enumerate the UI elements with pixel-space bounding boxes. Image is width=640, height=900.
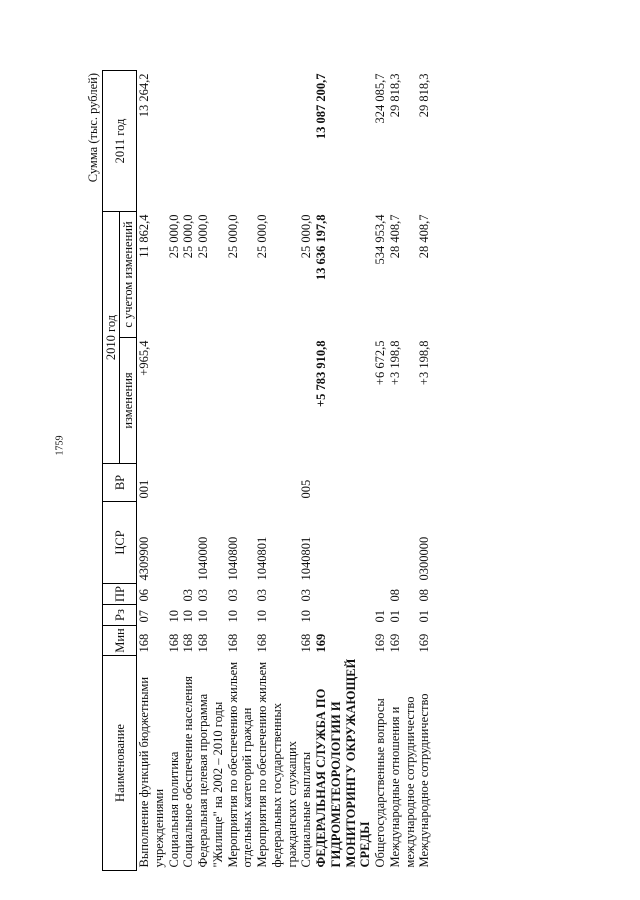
row-rz: 07 <box>137 610 151 623</box>
row-pr: 08 <box>417 589 432 602</box>
row-2011 <box>167 70 182 211</box>
header-with-changes: с учетом изменений <box>120 211 137 337</box>
table-row <box>314 70 373 870</box>
row-name: Федеральная целевая программа "Жилище" на 2002 – 2010 годы <box>196 693 225 868</box>
header-csr: ЦСР <box>103 502 137 584</box>
header-name: Наименование <box>103 656 137 871</box>
row-vr <box>388 464 418 502</box>
row-changes <box>167 338 182 464</box>
row-with-changes: 11 862,4 <box>137 214 151 258</box>
row-with-changes: 25 000,0 <box>181 214 196 259</box>
row-2011: 13 264,2 <box>137 73 151 118</box>
row-min: 169 <box>387 633 402 653</box>
header-vr: ВР <box>103 464 137 502</box>
row-name: Международное сотрудничество <box>417 693 432 868</box>
table-row <box>137 70 167 870</box>
row-changes <box>255 338 299 464</box>
row-2011 <box>299 70 314 211</box>
row-pr <box>314 584 373 605</box>
row-name: Социальные выплаты <box>299 751 314 868</box>
row-2011: 29 818,3 <box>417 73 432 118</box>
row-changes: +3 198,8 <box>387 340 402 386</box>
row-with-changes: 25 000,0 <box>166 214 181 259</box>
row-with-changes: 28 408,7 <box>387 214 402 259</box>
row-vr <box>196 464 226 502</box>
row-changes: +5 783 910,8 <box>314 340 328 407</box>
row-2011 <box>196 70 226 211</box>
table-body <box>137 70 433 870</box>
row-rz: 10 <box>181 610 196 623</box>
row-2011 <box>255 70 299 211</box>
table-row <box>226 70 256 870</box>
row-with-changes: 25 000,0 <box>255 214 269 259</box>
table-row <box>196 70 226 870</box>
row-min: 168 <box>225 633 240 653</box>
row-2011 <box>226 70 256 211</box>
row-pr: 03 <box>225 589 240 602</box>
row-pr: 03 <box>255 589 269 602</box>
row-min: 168 <box>181 633 196 653</box>
row-name: Социальная политика <box>166 751 181 868</box>
row-rz: 01 <box>387 610 402 623</box>
row-with-changes: 25 000,0 <box>196 214 210 259</box>
row-changes <box>196 338 226 464</box>
row-2011 <box>181 70 196 211</box>
row-vr <box>181 464 196 502</box>
row-min: 169 <box>314 633 328 653</box>
row-min: 168 <box>196 633 210 653</box>
row-2011: 324 085,7 <box>373 73 387 124</box>
row-vr <box>373 464 388 502</box>
row-pr <box>373 584 388 605</box>
row-csr <box>314 502 373 584</box>
row-csr: 4309900 <box>137 536 151 581</box>
row-csr: 1040000 <box>196 536 210 581</box>
row-changes: +965,4 <box>137 340 151 376</box>
row-vr <box>314 464 373 502</box>
row-with-changes: 534 953,4 <box>373 214 387 265</box>
table-row <box>417 70 432 870</box>
row-pr: 03 <box>181 589 196 602</box>
row-name: Мероприятия по обеспечению жильем отдельных категорий граждан <box>225 661 255 868</box>
row-name: Мероприятия по обеспечению жильем федеральных государственных гражданских служащих <box>255 661 299 868</box>
page-number: 1759 <box>54 435 66 456</box>
row-changes <box>299 338 314 464</box>
row-with-changes: 25 000,0 <box>225 214 240 259</box>
row-rz: 10 <box>299 610 314 623</box>
row-min: 168 <box>299 633 314 653</box>
row-2011: 29 818,3 <box>387 73 402 118</box>
row-rz: 10 <box>255 610 269 623</box>
row-csr: 1040801 <box>299 536 314 581</box>
row-vr: 005 <box>299 479 314 499</box>
row-min: 168 <box>255 633 269 653</box>
row-csr: 1040800 <box>225 536 240 581</box>
header-rz: Рз <box>103 605 137 626</box>
header-year-2011: 2011 год <box>103 70 137 211</box>
header-min: Мин <box>103 626 137 656</box>
row-name: ФЕДЕРАЛЬНАЯ СЛУЖБА ПО ГИДРОМЕТЕОРОЛОГИИ И МОНИТОРИНГУ ОКРУЖАЮЩЕЙ СРЕДЫ <box>314 658 373 868</box>
row-name: Выполнение функций бюджетными учреждениями <box>137 676 166 868</box>
row-changes <box>226 338 256 464</box>
table-row <box>299 70 314 870</box>
header-year-2010: 2010 год <box>103 211 120 463</box>
header-changes: изменения <box>120 338 137 464</box>
row-csr <box>181 502 196 584</box>
row-min: 168 <box>137 633 151 653</box>
row-pr: 06 <box>137 589 151 602</box>
row-name: Социальное обеспечение населения <box>181 676 196 868</box>
row-rz: 01 <box>417 610 432 623</box>
row-changes: +3 198,8 <box>417 340 432 386</box>
row-pr <box>167 584 182 605</box>
row-with-changes: 28 408,7 <box>417 214 432 259</box>
table-row <box>167 70 182 870</box>
row-csr: 1040801 <box>255 536 269 581</box>
row-rz: 01 <box>373 610 387 623</box>
row-with-changes: 13 636 197,8 <box>314 214 328 281</box>
row-min: 169 <box>373 633 387 653</box>
row-csr <box>388 502 418 584</box>
row-vr: 001 <box>137 479 151 499</box>
row-vr <box>167 464 182 502</box>
row-pr: 03 <box>196 589 210 602</box>
row-name: Общегосударственные вопросы <box>373 698 387 868</box>
row-rz: 10 <box>225 610 240 623</box>
row-rz: 10 <box>196 610 210 623</box>
row-vr <box>417 464 432 502</box>
table-row <box>373 70 388 870</box>
table-row <box>181 70 196 870</box>
units-note: Сумма (тыс. рублей) <box>86 73 100 183</box>
row-pr: 08 <box>387 589 402 602</box>
row-changes: +6 672,5 <box>373 340 387 386</box>
budget-table <box>102 70 432 871</box>
row-vr <box>226 464 256 502</box>
row-csr <box>167 502 182 584</box>
table-row <box>388 70 418 870</box>
table-row <box>255 70 299 870</box>
row-min: 169 <box>417 633 432 653</box>
row-name: Международные отношения и международное сотрудничество <box>387 696 417 868</box>
header-pr: ПР <box>103 584 137 605</box>
row-csr <box>373 502 388 584</box>
row-vr <box>255 464 299 502</box>
row-csr: 0300000 <box>417 536 432 581</box>
row-rz: 10 <box>166 610 181 623</box>
row-min: 168 <box>166 633 181 653</box>
row-with-changes: 25 000,0 <box>299 214 314 259</box>
row-changes <box>181 338 196 464</box>
rotated-page-content <box>84 71 624 871</box>
row-pr: 03 <box>299 589 314 602</box>
row-2011: 13 087 200,7 <box>314 73 328 140</box>
row-rz <box>314 605 373 626</box>
